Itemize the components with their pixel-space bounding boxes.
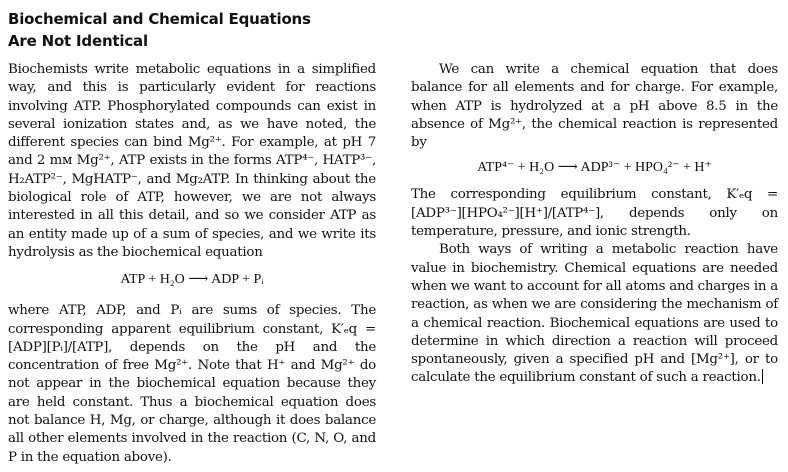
left-paragraph-1: Biochemists write metabolic equations in a simplified way, and this is particularly evident for reactions involving ATP. Phosphorylated compounds can exist in several ionization states and, as we have noted, the different species can bind Mg²⁺. For example, at pH 7 and 2 mм Mg²⁺, ATP exists in the forms ATP⁴⁻, HATP³⁻, H₂ATP²⁻, MgHATP⁻, and Mg₂ATP. In thinking about the biological role of ATP, however, we are not always interested in all this detail, and so we consider ATP as an entity made up of a sum of species, and we write its hydrolysis as the biochemical equation xyxy=(8,62,376,260)
text-cursor xyxy=(762,369,763,384)
right-column xyxy=(411,61,778,388)
chemical-equation: ATP⁴⁻ + H₂O ⟶ ADP³⁻ + HPO₄²⁻ + H⁺ xyxy=(477,160,712,176)
heading-line-2: Are Not Identical xyxy=(8,32,148,50)
right-paragraph-2: The corresponding equilibrium constant, K′ₑq = [ADP³⁻][HPO₄²⁻][H⁺]/[ATP⁴⁻], depends only on temperature, pressure, and ionic strength. xyxy=(411,187,778,240)
left-column xyxy=(8,61,376,467)
heading-line-1: Biochemical and Chemical Equations xyxy=(8,10,311,28)
left-paragraph-2: where ATP, ADP, and Pᵢ are sums of species. The corresponding apparent equilibrium constant, K′ₑq = [ADP][Pᵢ]/[ATP], depends on the pH and the concentration of free Mg²⁺. Note that H⁺ and Mg²⁺ do not appear in the biochemical equation because they are held constant. Thus a biochemical equation does not balance H, Mg, or charge, although it does balance all other elements involved in the reaction (C, N, O, and P in the equation above). xyxy=(8,303,376,465)
right-paragraph-3 xyxy=(411,241,778,387)
biochemical-equation: ATP + H₂O ⟶ ADP + Pᵢ xyxy=(120,272,264,288)
section-heading xyxy=(8,8,311,52)
right-paragraph-1: We can write a chemical equation that does balance for all elements and for charge. For example, when ATP is hydrolyzed at a pH above 8.5 in the absence of Mg²⁺, the chemical reaction is represented by xyxy=(411,62,778,151)
right-paragraph-3-text: Both ways of writing a metabolic reaction have value in biochemistry. Chemical equations are needed when we want to account for all atoms and charges in a reaction, as when we are considering the mechanism of a chemical reaction. Biochemical equations are used to determine in which direction a reaction will proceed spontaneously, given a specified pH and [Mg²⁺], or to calculate the equilibrium constant of such a reaction. xyxy=(411,242,778,386)
